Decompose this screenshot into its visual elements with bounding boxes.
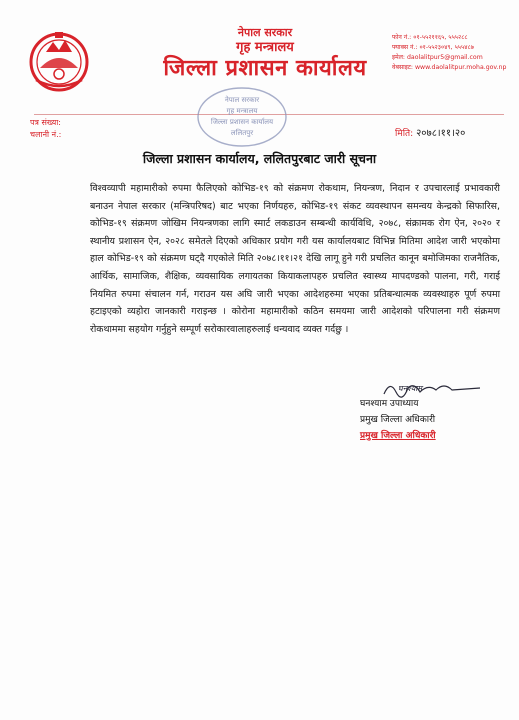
- contact-info: [392, 33, 514, 73]
- signatory-title: प्रमुख जिल्ला अधिकारी: [360, 415, 436, 425]
- signatory-stamp: प्रमुख जिल्ला अधिकारी: [360, 431, 436, 441]
- notice-body: विश्वव्यापी महामारीको रुपमा फैलिएको कोभिड-१९ को संक्रमण रोकथाम, नियन्त्रण, निदान र उपचारलाई प्रभावकारी बनाउन नेपाल सरकार (मन्त्रिपरिषद) बाट भएका निर्णयहरु, कोभिड-१९ संकट व्यवस्थापन समन्वय केन्द्रको सिफारिस, कोभिड-१९ संक्रमण जोखिम नियन्त्रणका लागि स्मार्ट लकडाउन सम्बन्धी कार्यविधि, २०७८, संक्रामक रोग ऐन, २०२० र स्थानीय प्रशासन ऐन, २०२८ समेतले दिएको अधिकार प्रयोग गरी यस कार्यालयबाट विभिन्न मितिमा आदेश जारी भएकोमा हाल कोभिड-१९ को संक्रमण घट्दै गएकोले मिति २०७८।११।२१ देखि लागू हुने गरी प्रचलित कानून बमोजिमका राजनैतिक, आर्थिक, सामाजिक, शैक्षिक, व्यवसायिक लगायतका कियाकलापहरु प्रचलित स्वास्थ्य मापदण्डको पालना, गरी, गराई नियमित रुपमा संचालन गर्न, गराउन यस अघि जारी भएका आदेशहरुमा भएका प्रतिबन्धात्मक व्यवस्थाहरु पूर्ण रुपमा हटाइएको व्यहोरा जानकारी गराइन्छ । कोरोना महामारीको कठिन समयमा जारी आदेशको परिपालना गरी संक्रमण रोकथाममा सहयोग गर्नुहुने सम्पूर्ण सरोकारवालाहरुलाई धन्यवाद व्यक्त गर्दछु ।: [90, 183, 500, 335]
- signatory-name: घनश्याम उपाध्याय: [360, 399, 419, 409]
- letterhead-line2: गृह मन्त्रालय: [236, 40, 294, 55]
- contact-website: वेबसाइट: www.daolalitpur.moha.gov.np: [392, 64, 507, 71]
- notice-title: जिल्ला प्रशासन कार्यालय, ललितपुरबाट जारी सूचना: [142, 151, 377, 166]
- date-label: मिति:: [395, 129, 414, 139]
- chalani-number-label: चलानी नं.:: [30, 130, 62, 139]
- letterhead-office: जिल्ला प्रशासन कार्यालय: [163, 56, 367, 81]
- stamp-line: ललितपुर: [230, 129, 254, 137]
- contact-fax: फ्याक्स नं.: ०१-५५२३०४९, ५५५४८७: [392, 44, 474, 51]
- letterhead: [140, 26, 390, 82]
- signature-block: [360, 396, 510, 444]
- letterhead-line1: नेपाल सरकार: [237, 26, 293, 39]
- office-stamp-icon: [196, 86, 288, 148]
- contact-email: इमेल: daolalitpur5@gmail.com: [392, 54, 483, 61]
- signature-text: घनश्याम: [398, 384, 423, 393]
- stamp-line: नेपाल सरकार: [224, 96, 260, 104]
- contact-phone: फोन नं.: ०१-५५२११६५, ५५५२८८: [392, 34, 468, 41]
- nepal-emblem-icon: [26, 28, 92, 94]
- patra-sankhya-label: पत्र संख्या:: [30, 118, 61, 127]
- date-value: २०७८।११।२०: [416, 128, 466, 139]
- stamp-line: जिल्ला प्रशासन कार्यालय: [210, 118, 274, 126]
- stamp-line: गृह मन्त्रालय: [226, 107, 258, 115]
- date-field: [395, 125, 465, 139]
